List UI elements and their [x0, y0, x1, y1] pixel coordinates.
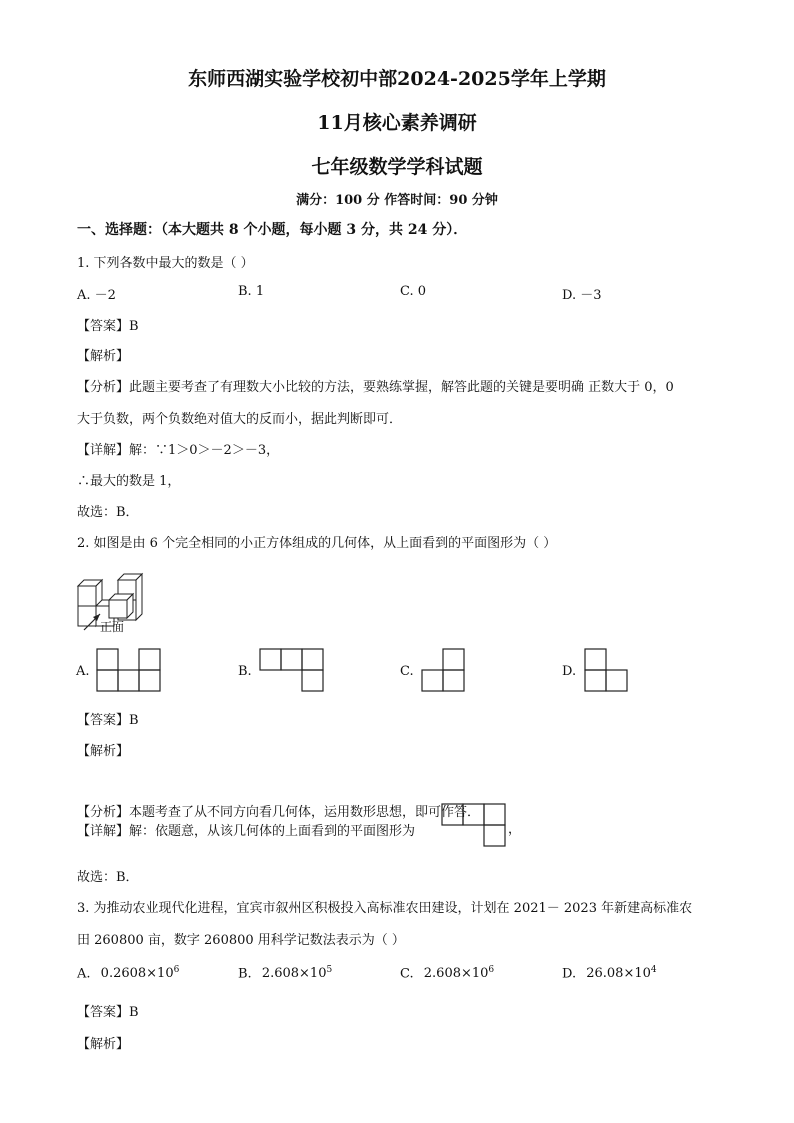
front-label: 正面: [100, 620, 125, 634]
q2-option-d-figure: [584, 649, 629, 692]
q3-option-d: D. $26.08\times 10^4$: [562, 965, 657, 982]
exam-subtitle: 11月核心素养调研: [317, 112, 477, 134]
q1-choose: 故选：B．: [77, 505, 139, 520]
q2-analysis: 【分析】本题考查了从不同方向看几何体，运用数形思想，即可作答．: [77, 805, 481, 820]
q1-jiexi: 【解析】: [77, 349, 130, 364]
q1-option-b: B. 1: [238, 284, 265, 299]
q1-detail-line2: ∴最大的数是 1，: [77, 474, 181, 489]
q1-option-c: C. 0: [400, 284, 427, 299]
q3-answer: 【答案】B: [77, 1005, 139, 1020]
q1-option-d: D. －3: [562, 288, 602, 303]
q2-option-a-label: A.: [76, 664, 90, 679]
q2-jiexi: 【解析】: [77, 744, 130, 759]
exam-subject-title: 七年级数学学科试题: [311, 156, 483, 178]
exam-school-title: 东师西湖实验学校初中部2024-2025学年上学期: [188, 68, 606, 90]
q2-detail-end: ，: [508, 822, 522, 837]
q2-option-b-figure: [259, 649, 325, 692]
q2-option-c-label: C.: [400, 664, 414, 679]
q3-jiexi: 【解析】: [77, 1037, 130, 1052]
q1-analysis-line1: 【分析】此题主要考查了有理数大小比较的方法，要熟练掌握，解答此题的关键是要明确 正数大于 0，0: [77, 380, 674, 395]
q2-detail-figure: [441, 804, 507, 847]
q2-detail: 【详解】解：依题意，从该几何体的上面看到的平面图形为: [77, 824, 416, 839]
q1-analysis-line2: 大于负数，两个负数绝对值大的反而小，据此判断即可．: [77, 412, 403, 427]
q2-option-a-figure: [96, 649, 162, 692]
q3-stem-line2: 田 260800 亩，数字 260800 用科学记数法表示为（ ）: [77, 933, 405, 948]
q2-choose: 故选：B．: [77, 870, 139, 885]
q2-option-d-label: D.: [562, 664, 577, 679]
q1-answer: 【答案】B: [77, 319, 139, 334]
q1-option-a: A. －2: [77, 288, 116, 303]
q3-option-b: B. $2.608\times 10^5$: [238, 965, 333, 982]
q1-stem: 1. 下列各数中最大的数是（ ）: [77, 256, 254, 271]
q2-answer: 【答案】B: [77, 713, 139, 728]
q1-detail-line1: 【详解】解：∵1＞0＞－2＞－3，: [77, 443, 280, 458]
q3-option-a: A. $0.2608\times 10^6$: [77, 965, 180, 982]
section-heading: 一、选择题：（本大题共 8 个小题，每小题 3 分，共 24 分）．: [77, 222, 468, 238]
q2-option-b-label: B.: [238, 664, 252, 679]
q2-stem: 2. 如图是由 6 个完全相同的小正方体组成的几何体，从上面看到的平面图形为（ ）: [77, 536, 557, 551]
q3-stem-line1: 3. 为推动农业现代化进程，宜宾市叙州区积极投入高标准农田建设，计划在 2021－ 2023 年新建高标准农: [77, 901, 693, 916]
q3-option-c: C. $2.608\times 10^6$: [400, 965, 495, 982]
exam-info: 满分：100 分 作答时间：90 分钟: [296, 193, 498, 208]
q2-option-c-figure: [421, 649, 466, 692]
